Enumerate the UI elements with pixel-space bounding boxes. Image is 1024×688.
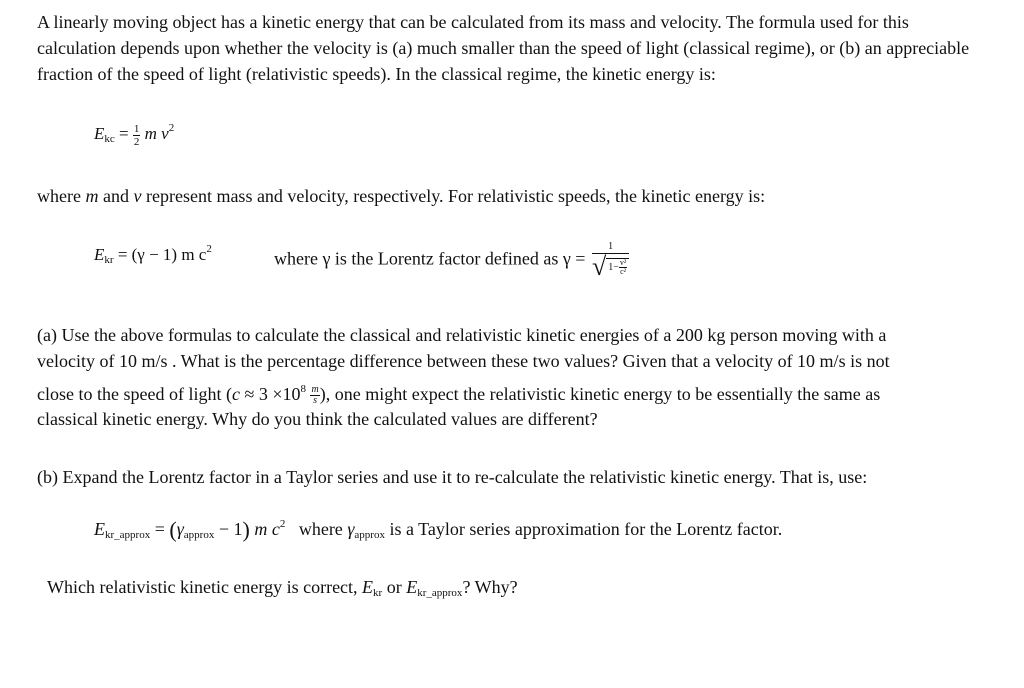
eq-classical-m: m bbox=[144, 124, 157, 143]
question-pre: Which relativistic kinetic energy is correct, bbox=[47, 577, 363, 597]
classical-ke-equation bbox=[94, 122, 174, 148]
lorentz-where-text: where γ is the Lorentz factor defined as γ = bbox=[274, 248, 586, 269]
eq-classical-lhs: E bbox=[94, 124, 105, 143]
eq-approx-where-gamma: γ bbox=[347, 519, 355, 539]
eq-approx-gamma: γ bbox=[176, 519, 184, 539]
eq-approx-rest: − 1 bbox=[218, 519, 243, 539]
where-mv-post: represent mass and velocity, respectively. For relativistic speeds, the kinetic energy is: bbox=[141, 186, 766, 206]
sqrt-radicand bbox=[606, 258, 629, 276]
eq-classical-exp: 2 bbox=[168, 122, 175, 134]
eq-approx-where-pre: where bbox=[298, 519, 348, 539]
part-a-line3-pre: close to the speed of light ( bbox=[37, 384, 232, 404]
part-b-paragraph: (b) Expand the Lorentz factor in a Taylor series and use it to re-calculate the relativistic kinetic energy. That is, use: bbox=[37, 467, 868, 487]
where-mv-m: m bbox=[85, 186, 99, 206]
relativistic-ke-equation bbox=[94, 243, 212, 266]
eq-rel-exp: 2 bbox=[206, 243, 212, 255]
part-a-exp: 8 bbox=[300, 383, 306, 395]
part-a-paragraph bbox=[37, 322, 977, 432]
sqrt-inner-fraction bbox=[619, 259, 627, 276]
eq-approx-where-gamma-sub: approx bbox=[354, 529, 385, 541]
eq-rel-lhs: E bbox=[94, 245, 105, 264]
lorentz-fraction bbox=[592, 241, 629, 280]
eq-rel-lhs-sub: kr bbox=[104, 254, 114, 266]
eq-classical-lhs-sub: kc bbox=[104, 133, 115, 145]
where-mass-velocity-paragraph bbox=[37, 183, 977, 209]
eq-classical-frac-den: 2 bbox=[133, 135, 140, 148]
eq-classical-fraction bbox=[133, 123, 141, 148]
question-or: or bbox=[382, 577, 407, 597]
where-mv-pre: where bbox=[37, 186, 86, 206]
part-a-line3 bbox=[37, 374, 977, 406]
eq-approx-exp: 2 bbox=[279, 518, 286, 530]
eq-classical-v: v bbox=[161, 124, 169, 143]
sqrt-inner-den: c² bbox=[620, 267, 627, 276]
eq-rel-rhs: = (γ − 1) m c bbox=[117, 245, 207, 264]
where-mv-v: v bbox=[133, 186, 142, 206]
part-a-approx: ≈ 3 ×10 bbox=[239, 384, 301, 404]
question-post: ? Why? bbox=[462, 577, 518, 597]
eq-approx-lhs: E bbox=[94, 519, 105, 539]
intro-paragraph: A linearly moving object has a kinetic energy that can be calculated from its mass and velocity. The formula used for this calculation depends upon whether the velocity is (a) much smaller than the speed of light (classical regime), or (b) an appreciable fraction of the speed of light (relativistic speeds). In the classical regime, the kinetic energy is: bbox=[37, 12, 970, 84]
final-question bbox=[47, 577, 518, 599]
approx-ke-equation bbox=[94, 517, 782, 543]
part-a-line4: classical kinetic energy. Why do you think the calculated values are different? bbox=[37, 409, 598, 429]
part-a-unit-num: m bbox=[311, 384, 319, 396]
where-mv-and: and bbox=[98, 186, 134, 206]
part-a-line2: velocity of 10 m/s . What is the percentage difference between these two values? Given that a velocity of 10 m/s is not bbox=[37, 351, 890, 371]
eq-classical-frac-num: 1 bbox=[133, 122, 140, 135]
question-e1-sub: kr bbox=[373, 587, 383, 599]
lorentz-definition bbox=[274, 241, 629, 280]
part-a-c: c bbox=[231, 384, 240, 404]
sqrt-radical-icon: √ bbox=[591, 252, 607, 281]
question-e2: E bbox=[406, 577, 418, 597]
eq-approx-right-paren: ) bbox=[242, 517, 250, 542]
part-a-unit-fraction bbox=[310, 385, 319, 406]
eq-classical-equals: = bbox=[119, 124, 129, 143]
eq-approx-equals: = bbox=[154, 519, 165, 539]
part-a-unit-den: s bbox=[313, 395, 318, 407]
question-e1: E bbox=[362, 577, 374, 597]
question-e2-sub: kr_approx bbox=[417, 587, 463, 599]
eq-approx-where-post: is a Taylor series approximation for the Lorentz factor. bbox=[384, 519, 783, 539]
eq-approx-gamma-sub: approx bbox=[183, 529, 215, 541]
lorentz-frac-den bbox=[592, 254, 629, 280]
sqrt-inner-num: v² bbox=[619, 258, 627, 267]
eq-approx-lhs-sub: kr_approx bbox=[105, 529, 151, 541]
lorentz-sqrt bbox=[592, 254, 629, 280]
part-a-line3-post: ), one might expect the relativistic kinetic energy to be essentially the same as bbox=[319, 384, 881, 404]
eq-approx-mc: m c bbox=[254, 519, 280, 539]
lorentz-frac-num: 1 bbox=[592, 241, 629, 254]
sqrt-one-minus: 1− bbox=[608, 261, 619, 273]
eq-approx-left-paren: ( bbox=[169, 517, 177, 542]
part-a-line1: (a) Use the above formulas to calculate the classical and relativistic kinetic energies of a 200 kg person moving with a bbox=[37, 325, 887, 345]
